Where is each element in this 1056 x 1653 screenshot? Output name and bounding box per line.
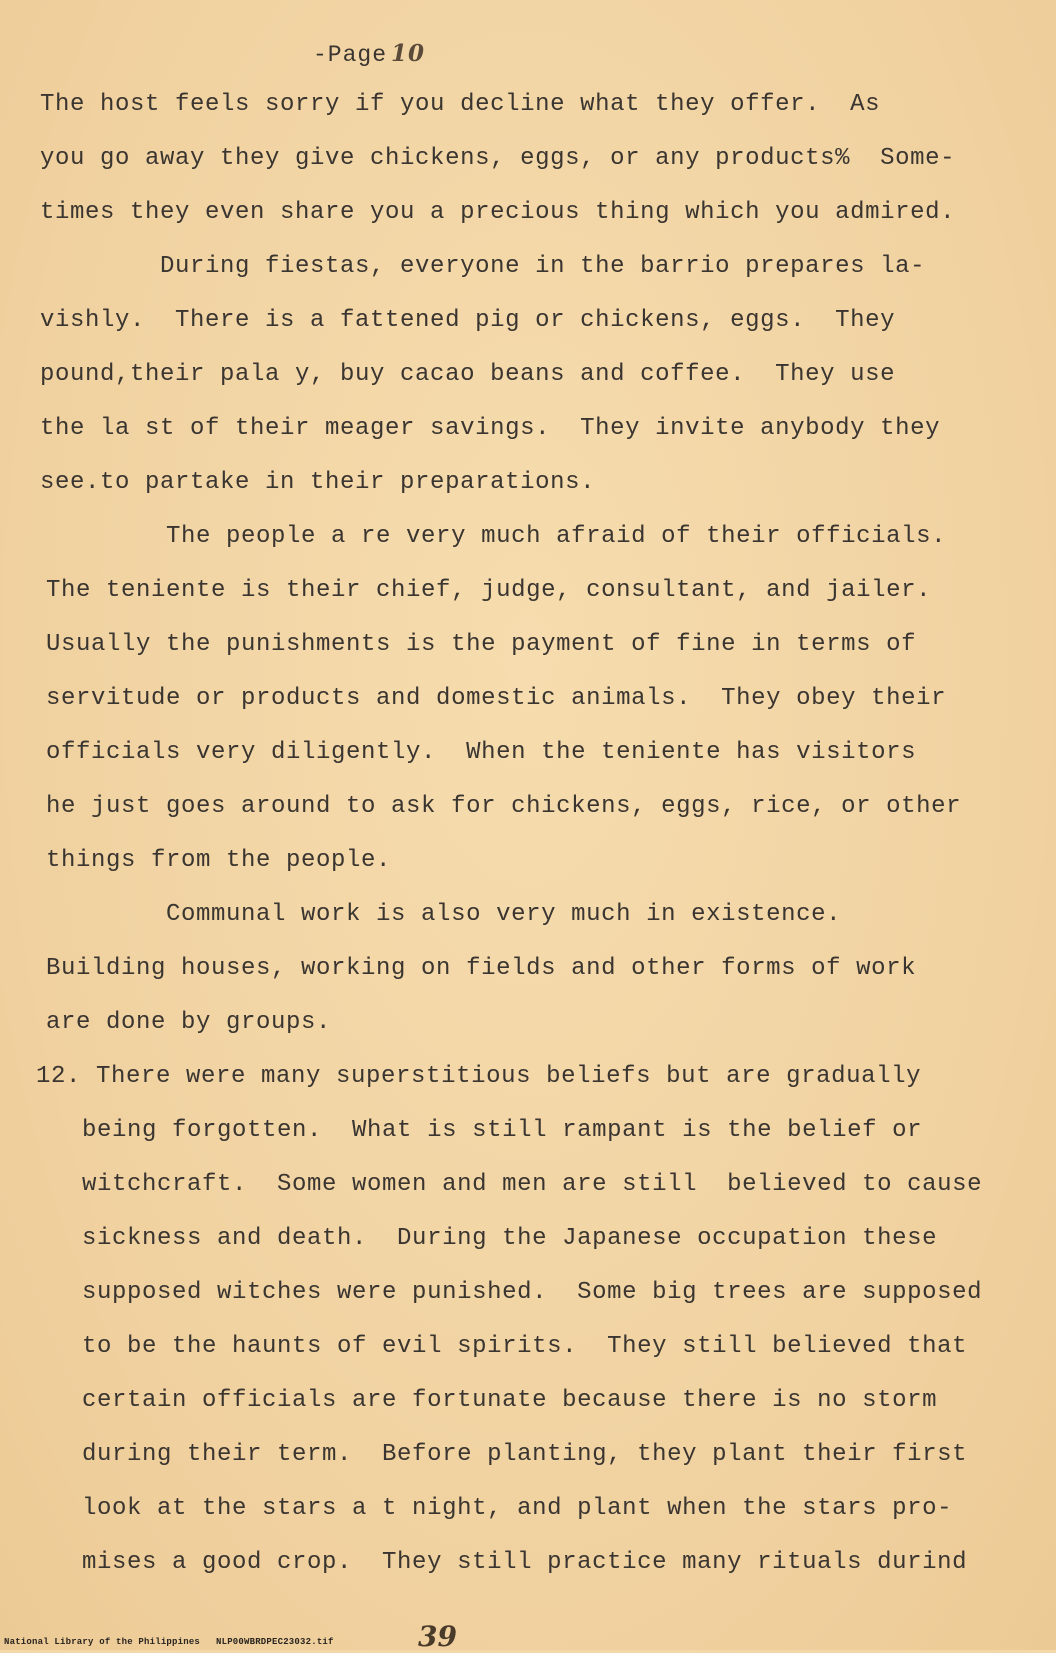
text-line: being forgotten. What is still rampant is the belief or <box>22 1117 923 1144</box>
text-line: supposed witches were punished. Some big trees are supposed <box>22 1279 983 1306</box>
text-line: times they even share you a precious thing which you admired. <box>40 199 956 226</box>
page-label: -Page <box>313 42 388 68</box>
text-line: he just goes around to ask for chickens, eggs, rice, or other <box>46 793 962 820</box>
text-line: 12. There were many superstitious beliefs but are gradually <box>36 1063 922 1090</box>
text-line: are done by groups. <box>46 1009 332 1036</box>
text-line: pound,their pala y, buy cacao beans and coffee. They use <box>40 361 896 388</box>
text-line: during their term. Before planting, they plant their first <box>22 1441 968 1468</box>
text-line: During fiestas, everyone in the barrio prepares la- <box>40 253 926 280</box>
text-line: The host feels sorry if you decline what they offer. As <box>40 91 881 118</box>
text-line: to be the haunts of evil spirits. They still believed that <box>22 1333 968 1360</box>
library-footer: National Library of the Philippines <box>4 1637 201 1647</box>
text-line: servitude or products and domestic animals. They obey their <box>46 685 947 712</box>
text-line: look at the stars a t night, and plant when the stars pro- <box>22 1495 953 1522</box>
text-line: officials very diligently. When the teniente has visitors <box>46 739 917 766</box>
text-line: Building houses, working on fields and other forms of work <box>46 955 917 982</box>
text-line: see.to partake in their preparations. <box>40 469 596 496</box>
text-line: witchcraft. Some women and men are still believed to cause <box>22 1171 983 1198</box>
handwritten-bottom-page-number: 39 <box>418 1620 457 1653</box>
text-line: The people a re very much afraid of their officials. <box>46 523 947 550</box>
text-line: The teniente is their chief, judge, consultant, and jailer. <box>46 577 932 604</box>
text-line: certain officials are fortunate because there is no storm <box>22 1387 938 1414</box>
text-line: vishly. There is a fattened pig or chickens, eggs. They <box>40 307 896 334</box>
file-name-footer: NLP00WBRDPEC23032.tif <box>216 1637 334 1647</box>
page-header <box>313 40 425 68</box>
text-line: the la st of their meager savings. They invite anybody they <box>40 415 941 442</box>
text-line: Usually the punishments is the payment of fine in terms of <box>46 631 917 658</box>
text-line: sickness and death. During the Japanese occupation these <box>22 1225 938 1252</box>
text-line: you go away they give chickens, eggs, or any products% Some- <box>40 145 956 172</box>
text-line: things from the people. <box>46 847 392 874</box>
handwritten-page-number: 10 <box>391 40 426 67</box>
text-line: mises a good crop. They still practice many rituals durind <box>22 1549 968 1576</box>
text-line: Communal work is also very much in existence. <box>46 901 842 928</box>
